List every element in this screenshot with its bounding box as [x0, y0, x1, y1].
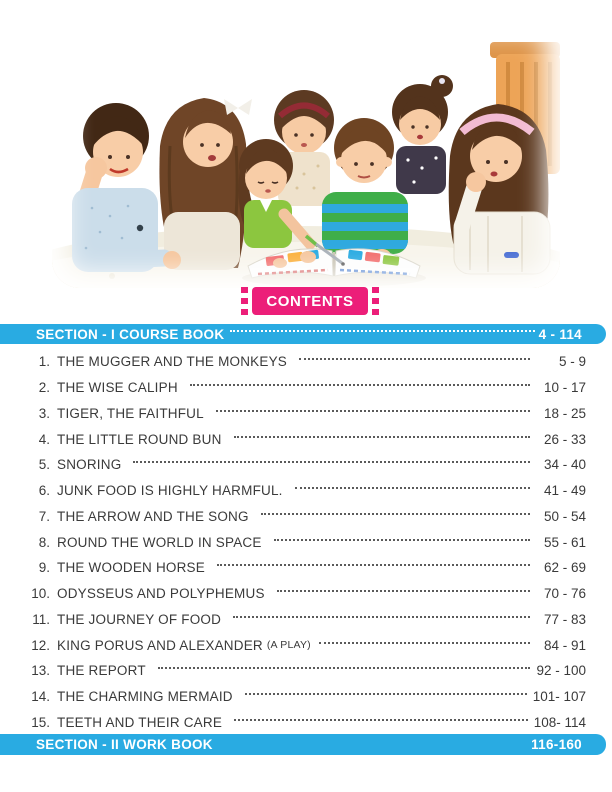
- toc-item: [28, 710, 586, 736]
- item-title: JUNK FOOD IS HIGHLY HARMFUL.: [57, 483, 283, 499]
- item-pages: 92 - 100: [536, 663, 586, 679]
- dotted-leader: [230, 330, 534, 332]
- item-title: SNORING: [57, 457, 122, 473]
- section1-pages: 4 - 114: [538, 326, 582, 342]
- toc-item: [28, 555, 586, 581]
- item-pages: 108- 114: [533, 714, 586, 730]
- item-number: 7.: [38, 508, 50, 524]
- item-pages: 34 - 40: [543, 457, 586, 473]
- toc-list: [28, 349, 586, 735]
- item-number: 14.: [31, 689, 50, 705]
- item-title: ROUND THE WORLD IN SPACE: [57, 534, 262, 550]
- item-number: 4.: [38, 431, 50, 447]
- item-pages: 5 - 9: [558, 354, 586, 370]
- dotted-leader: [261, 513, 530, 515]
- item-number: 12.: [31, 637, 50, 653]
- dotted-leader: [295, 487, 530, 489]
- dotted-leader: [234, 719, 528, 721]
- item-number: 15.: [31, 714, 50, 730]
- item-number: 2.: [38, 380, 50, 396]
- item-title: ODYSSEUS AND POLYPHEMUS: [57, 586, 265, 602]
- item-title: TEETH AND THEIR CARE: [57, 714, 223, 730]
- item-title: TIGER, THE FAITHFUL: [57, 405, 204, 421]
- dotted-leader: [277, 590, 530, 592]
- item-pages: 50 - 54: [543, 508, 586, 524]
- item-pages: 62 - 69: [543, 560, 586, 576]
- toc-item: [28, 607, 586, 633]
- dotted-leader: [233, 616, 530, 618]
- item-number: 9.: [38, 560, 50, 576]
- toc-item: [28, 504, 586, 530]
- dotted-leader: [234, 436, 530, 438]
- item-pages: 26 - 33: [543, 431, 586, 447]
- boy-striped-shirt: [322, 118, 408, 263]
- item-title: THE WISE CALIPH: [57, 380, 178, 396]
- item-title: THE WOODEN HORSE: [57, 560, 205, 576]
- section1-label: SECTION - I COURSE BOOK: [36, 326, 225, 342]
- item-number: 5.: [38, 457, 50, 473]
- dotted-leader: [319, 642, 530, 644]
- item-pages: 70 - 76: [543, 586, 586, 602]
- item-title: THE ARROW AND THE SONG: [57, 508, 249, 524]
- section1-bar: [0, 324, 606, 344]
- item-pages: 41 - 49: [543, 483, 586, 499]
- section2-bar: [0, 734, 606, 755]
- toc-item: [28, 349, 586, 375]
- item-suffix: (A PLAY): [266, 639, 311, 652]
- toc-item: [28, 375, 586, 401]
- item-number: 1.: [38, 354, 50, 370]
- item-pages: 55 - 61: [543, 534, 586, 550]
- toc-item: [28, 401, 586, 427]
- toc-item: [28, 478, 586, 504]
- dotted-leader: [217, 564, 530, 566]
- item-title: THE REPORT: [57, 663, 146, 679]
- girl-bun-right: [392, 75, 453, 194]
- section2-pages: 116-160: [531, 737, 582, 752]
- toc-item: [28, 452, 586, 478]
- item-title: THE MUGGER AND THE MONKEYS: [57, 354, 287, 370]
- item-pages: 10 - 17: [543, 380, 586, 396]
- toc-item: [28, 529, 586, 555]
- children-reading-photo: [52, 16, 560, 288]
- item-title: THE JOURNEY OF FOOD: [57, 611, 222, 627]
- item-number: 6.: [38, 483, 50, 499]
- section2-label: SECTION - II WORK BOOK: [36, 737, 213, 752]
- toc-item: [28, 632, 586, 658]
- item-number: 13.: [31, 663, 50, 679]
- dotted-leader: [274, 539, 530, 541]
- item-pages: 18 - 25: [543, 405, 586, 421]
- dotted-leader: [190, 384, 530, 386]
- item-pages: 101- 107: [532, 689, 586, 705]
- dotted-leader: [245, 693, 527, 695]
- item-number: 3.: [38, 405, 50, 421]
- item-pages: 84 - 91: [543, 637, 586, 653]
- contents-badge-label: CONTENTS: [266, 292, 354, 310]
- item-title: THE CHARMING MERMAID: [57, 689, 233, 705]
- dotted-leader: [133, 461, 530, 463]
- item-number: 8.: [38, 534, 50, 550]
- item-number: 10.: [31, 586, 50, 602]
- girl-pink-headband-right: [449, 104, 550, 274]
- toc-item: [28, 426, 586, 452]
- toc-item: [28, 684, 586, 710]
- girl-long-hair-left: [159, 98, 252, 270]
- item-title: KING PORUS AND ALEXANDER: [57, 637, 263, 653]
- toc-item: [28, 581, 586, 607]
- item-number: 11.: [32, 611, 50, 627]
- item-title: THE LITTLE ROUND BUN: [57, 431, 222, 447]
- dotted-leader: [299, 358, 530, 360]
- dotted-leader: [158, 667, 530, 669]
- contents-badge: [252, 287, 368, 315]
- toc-item: [28, 658, 586, 684]
- dotted-leader: [216, 410, 530, 412]
- item-pages: 77 - 83: [543, 611, 586, 627]
